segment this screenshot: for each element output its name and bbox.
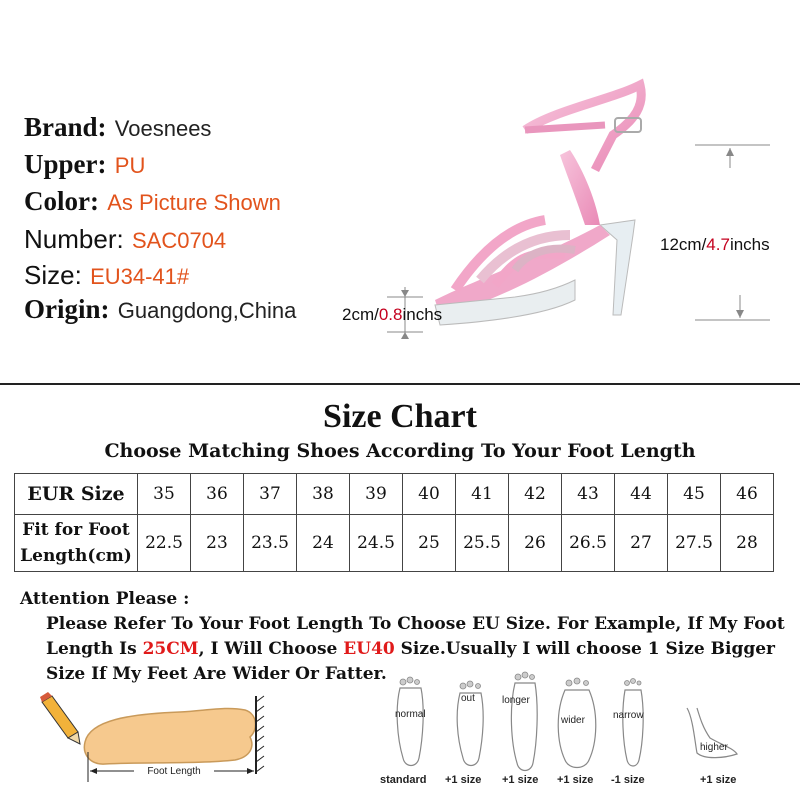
foot-type-label: longer <box>502 695 530 706</box>
spec-brand <box>24 112 211 144</box>
eur-cell: 43 <box>562 474 615 515</box>
length-cell: 28 <box>721 515 774 572</box>
brand-value: Voesnees <box>114 116 212 141</box>
size-chart-subtitle: Choose Matching Shoes According To Your Foot Length <box>104 440 696 462</box>
spec-size <box>24 260 189 292</box>
length-cell: 26.5 <box>562 515 615 572</box>
spec-color <box>24 186 281 218</box>
eur-cell: 40 <box>403 474 456 515</box>
spec-upper <box>24 149 145 181</box>
eur-cell: 35 <box>138 474 191 515</box>
length-cell: 23.5 <box>244 515 297 572</box>
foot-size-label: +1 size <box>557 774 594 786</box>
foot-length-header: Fit for Foot Length(cm) <box>15 515 138 572</box>
foot-size-label: +1 size <box>445 774 482 786</box>
length-cell: 24.5 <box>350 515 403 572</box>
highlight-foot-length: 25CM <box>142 639 199 659</box>
eur-cell: 39 <box>350 474 403 515</box>
size-chart-title: Size Chart <box>323 398 477 435</box>
size-value: EU34-41# <box>90 264 190 289</box>
foot-types-diagram <box>375 668 795 793</box>
foot-type-label: normal <box>395 709 426 720</box>
size-chart-table <box>14 473 774 572</box>
pencil-icon <box>40 692 80 744</box>
table-row-eur <box>15 474 774 515</box>
upper-key: Upper: <box>24 149 107 179</box>
length-cell: 26 <box>509 515 562 572</box>
foot-type-label: out <box>461 693 475 704</box>
foot-narrow-icon <box>623 690 643 766</box>
number-value: SAC0704 <box>131 228 227 253</box>
foot-size-label: +1 size <box>502 774 539 786</box>
length-cell: 25 <box>403 515 456 572</box>
foot-length-label: Foot Length <box>147 766 201 777</box>
foot-size-label: -1 size <box>611 774 645 786</box>
heel-height-label: 12cm/4.7inchs <box>660 235 770 254</box>
section-divider <box>0 383 800 385</box>
foot-icon <box>84 708 255 764</box>
number-key: Number: <box>24 224 124 254</box>
foot-type-label: higher <box>700 742 728 753</box>
length-cell: 27 <box>615 515 668 572</box>
table-row-length <box>15 515 774 572</box>
attention-heading: Attention Please : <box>20 589 190 609</box>
origin-key: Origin: <box>24 294 110 324</box>
foot-normal-icon <box>397 688 423 766</box>
highlight-eu-size: EU40 <box>343 639 395 659</box>
eur-cell: 45 <box>668 474 721 515</box>
attention-body: Please Refer To Your Foot Length To Choose EU Size. For Example, If My Foot Length Is 25CM, I Will Choose EU40 Size.Usually I will choose 1 Size Bigger Size If My Feet Are Wider Or Fatter. <box>46 614 785 684</box>
foot-length-diagram <box>30 692 280 784</box>
brand-key: Brand: <box>24 112 107 142</box>
spec-origin <box>24 294 296 326</box>
origin-value: Guangdong,China <box>117 298 297 323</box>
eur-cell: 41 <box>456 474 509 515</box>
length-cell: 25.5 <box>456 515 509 572</box>
length-cell: 27.5 <box>668 515 721 572</box>
eur-cell: 38 <box>297 474 350 515</box>
eur-cell: 37 <box>244 474 297 515</box>
length-cell: 24 <box>297 515 350 572</box>
color-value: As Picture Shown <box>107 190 281 215</box>
spec-number <box>24 224 226 256</box>
length-cell: 23 <box>191 515 244 572</box>
eur-cell: 36 <box>191 474 244 515</box>
size-key: Size: <box>24 260 82 290</box>
eur-cell: 46 <box>721 474 774 515</box>
length-cell: 22.5 <box>138 515 191 572</box>
foot-wider-icon <box>558 690 596 768</box>
eur-size-header: EUR Size <box>15 474 138 515</box>
upper-value: PU <box>114 153 146 178</box>
foot-type-label: wider <box>561 715 585 726</box>
color-key: Color: <box>24 186 99 216</box>
foot-type-label: narrow <box>613 710 644 721</box>
eur-cell: 44 <box>615 474 668 515</box>
platform-height-label: 2cm/0.8inchs <box>342 305 443 324</box>
foot-size-label: +1 size <box>700 774 737 786</box>
foot-size-label: standard <box>380 774 427 786</box>
eur-cell: 42 <box>509 474 562 515</box>
